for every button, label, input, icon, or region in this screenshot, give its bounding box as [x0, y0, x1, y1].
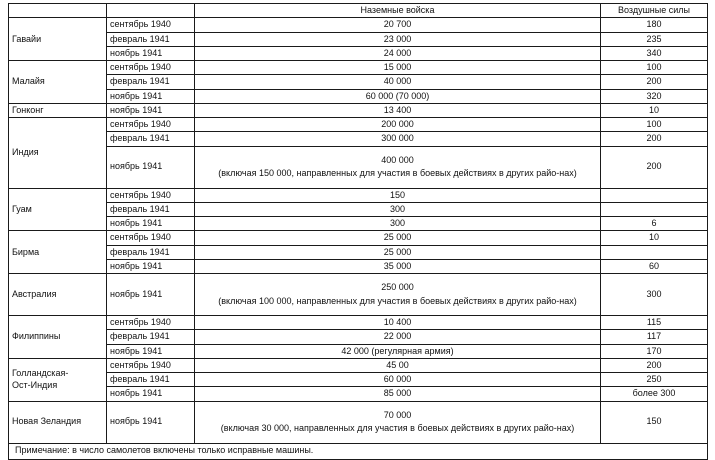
table-row [9, 75, 708, 89]
ground-troops-cell: 10 400 [195, 316, 601, 330]
air-forces-cell: 10 [601, 103, 708, 117]
air-forces-cell: 6 [601, 217, 708, 231]
date-cell: февраль 1941 [107, 75, 195, 89]
date-cell: февраль 1941 [107, 202, 195, 216]
ground-troops-cell: 22 000 [195, 330, 601, 344]
table-row [9, 387, 708, 401]
table-footnote: Примечание: в число самолетов включены только исправные машины. [9, 443, 708, 459]
date-cell: сентябрь 1940 [107, 61, 195, 75]
air-forces-cell: 10 [601, 231, 708, 245]
air-forces-cell: 117 [601, 330, 708, 344]
air-forces-cell: 170 [601, 344, 708, 358]
ground-troops-value: 250 000 [381, 282, 414, 293]
region-cell: Малайя [9, 61, 107, 104]
air-forces-cell: 150 [601, 401, 708, 443]
region-cell: Австралия [9, 274, 107, 316]
date-cell: февраль 1941 [107, 32, 195, 46]
table-row [9, 202, 708, 216]
region-label-line: Голландская- [12, 368, 69, 379]
date-cell: сентябрь 1940 [107, 188, 195, 202]
table-row [9, 46, 708, 60]
table-row [9, 132, 708, 146]
air-forces-cell [601, 202, 708, 216]
ground-troops-value: 70 000 [383, 409, 412, 420]
region-cell [9, 358, 107, 401]
ground-troops-cell: 300 [195, 217, 601, 231]
date-cell: ноябрь 1941 [107, 259, 195, 273]
air-forces-cell [601, 245, 708, 259]
table-row [9, 146, 708, 188]
ground-troops-cell: 40 000 [195, 75, 601, 89]
air-forces-cell: 200 [601, 132, 708, 146]
ground-troops-cell: 60 000 [195, 373, 601, 387]
footnote-row [9, 443, 708, 459]
date-cell: сентябрь 1940 [107, 18, 195, 32]
table-row [9, 344, 708, 358]
date-cell: ноябрь 1941 [107, 387, 195, 401]
date-cell: ноябрь 1941 [107, 146, 195, 188]
date-cell: ноябрь 1941 [107, 401, 195, 443]
ground-troops-cell [195, 274, 601, 316]
ground-troops-cell: 85 000 [195, 387, 601, 401]
table-row [9, 188, 708, 202]
air-forces-cell [601, 188, 708, 202]
air-forces-cell: 320 [601, 89, 708, 103]
air-forces-cell: 200 [601, 75, 708, 89]
region-cell: Гонконг [9, 103, 107, 117]
region-cell: Гавайи [9, 18, 107, 61]
table-foot [9, 443, 708, 459]
header-air-forces: Воздушные силы [601, 4, 708, 18]
table-row [9, 401, 708, 443]
header-region-blank [9, 4, 107, 18]
date-cell: ноябрь 1941 [107, 344, 195, 358]
date-cell: февраль 1941 [107, 245, 195, 259]
ground-troops-cell: 150 [195, 188, 601, 202]
ground-troops-note: (включая 100 000, направленных для участия в боевых действиях в других райо-нах) [218, 295, 577, 306]
date-cell: ноябрь 1941 [107, 103, 195, 117]
allied-forces-table [8, 3, 708, 460]
ground-troops-cell: 25 000 [195, 231, 601, 245]
table-row [9, 32, 708, 46]
air-forces-cell: 235 [601, 32, 708, 46]
ground-troops-cell: 45 00 [195, 358, 601, 372]
date-cell: ноябрь 1941 [107, 46, 195, 60]
date-cell: сентябрь 1940 [107, 118, 195, 132]
table-row [9, 217, 708, 231]
region-cell: Гуам [9, 188, 107, 231]
table-row [9, 231, 708, 245]
table-head [9, 4, 708, 18]
region-cell: Индия [9, 118, 107, 189]
date-cell: сентябрь 1940 [107, 316, 195, 330]
table-row [9, 259, 708, 273]
region-cell: Бирма [9, 231, 107, 274]
table-row [9, 103, 708, 117]
ground-troops-cell: 300 000 [195, 132, 601, 146]
air-forces-cell: 100 [601, 118, 708, 132]
air-forces-cell: 180 [601, 18, 708, 32]
ground-troops-cell: 35 000 [195, 259, 601, 273]
air-forces-cell: 340 [601, 46, 708, 60]
air-forces-cell: 250 [601, 373, 708, 387]
ground-troops-cell: 24 000 [195, 46, 601, 60]
air-forces-cell: 300 [601, 274, 708, 316]
region-label-line: Ост-Индия [12, 379, 58, 390]
date-cell: сентябрь 1940 [107, 231, 195, 245]
date-cell: февраль 1941 [107, 330, 195, 344]
ground-troops-cell: 23 000 [195, 32, 601, 46]
air-forces-cell: 100 [601, 61, 708, 75]
header-ground-troops: Наземные войска [195, 4, 601, 18]
ground-troops-cell: 25 000 [195, 245, 601, 259]
table-row [9, 373, 708, 387]
ground-troops-value: 400 000 [381, 154, 414, 165]
date-cell: ноябрь 1941 [107, 274, 195, 316]
ground-troops-note: (включая 30 000, направленных для участия в боевых действиях в других райо-нах) [220, 423, 575, 433]
ground-troops-cell: 42 000 (регулярная армия) [195, 344, 601, 358]
ground-troops-cell: 15 000 [195, 61, 601, 75]
table-row [9, 358, 708, 372]
region-cell: Филиппины [9, 316, 107, 359]
table-row [9, 18, 708, 32]
ground-troops-cell [195, 401, 601, 443]
ground-troops-note: (включая 150 000, направленных для участия в боевых действиях в других райо-нах) [218, 168, 577, 178]
ground-troops-cell: 20 700 [195, 18, 601, 32]
date-cell: ноябрь 1941 [107, 217, 195, 231]
date-cell: сентябрь 1940 [107, 358, 195, 372]
header-date-blank [107, 4, 195, 18]
table-row [9, 61, 708, 75]
ground-troops-cell: 300 [195, 202, 601, 216]
ground-troops-cell [195, 146, 601, 188]
table-header-row [9, 4, 708, 18]
air-forces-cell: 200 [601, 358, 708, 372]
date-cell: февраль 1941 [107, 132, 195, 146]
table-row [9, 330, 708, 344]
region-cell: Новая Зеландия [9, 401, 107, 443]
air-forces-cell: 115 [601, 316, 708, 330]
table-row [9, 118, 708, 132]
ground-troops-cell: 60 000 (70 000) [195, 89, 601, 103]
date-cell: ноябрь 1941 [107, 89, 195, 103]
ground-troops-cell: 200 000 [195, 118, 601, 132]
air-forces-cell: 200 [601, 146, 708, 188]
table-row [9, 316, 708, 330]
table-row [9, 245, 708, 259]
table-row [9, 274, 708, 316]
ground-troops-cell: 13 400 [195, 103, 601, 117]
air-forces-cell: более 300 [601, 387, 708, 401]
air-forces-cell: 60 [601, 259, 708, 273]
date-cell: февраль 1941 [107, 373, 195, 387]
table-row [9, 89, 708, 103]
table-body [9, 18, 708, 443]
